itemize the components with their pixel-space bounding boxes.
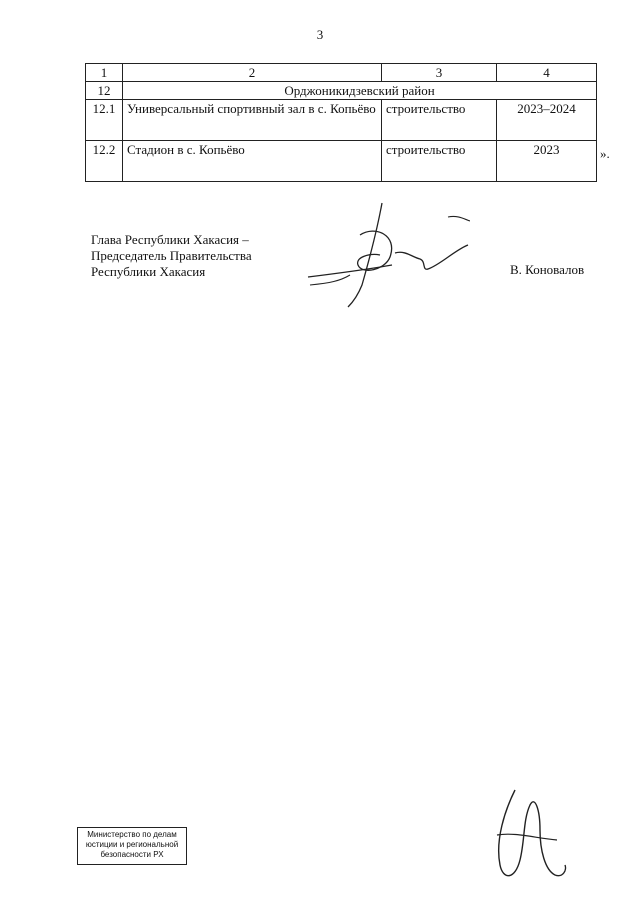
signatory-title-line: Председатель Правительства — [91, 248, 252, 263]
page-number: 3 — [316, 27, 324, 42]
signature-image — [300, 195, 470, 315]
row-number: 12.2 — [86, 141, 123, 182]
header-cell-1: 1 — [86, 64, 123, 82]
district-row — [86, 82, 597, 100]
ministry-stamp — [77, 827, 187, 865]
table-header-row — [86, 64, 597, 82]
header-cell-2: 2 — [123, 64, 382, 82]
signatory-title-line: Глава Республики Хакасия – — [91, 232, 249, 247]
header-cell-3: 3 — [382, 64, 497, 82]
signatory-title — [91, 232, 252, 280]
row-years: 2023 — [497, 141, 597, 182]
stamp-line: юстиции и региональной — [85, 840, 179, 849]
table-row — [86, 141, 597, 182]
row-type: строительство — [382, 141, 497, 182]
closing-quote: ». — [600, 146, 610, 161]
row-object: Стадион в с. Копьёво — [123, 141, 382, 182]
signatory-title-line: Республики Хакасия — [91, 264, 206, 279]
signatory-name: В. Коновалов — [510, 262, 585, 277]
stamp-line: Министерство по делам — [87, 830, 177, 839]
table-row — [86, 100, 597, 141]
row-object: Универсальный спортивный зал в с. Копьёво — [123, 100, 382, 141]
district-name: Орджоникидзевский район — [123, 82, 597, 100]
stamp-line: безопасности РХ — [100, 850, 164, 859]
initials-image — [485, 780, 575, 885]
district-number: 12 — [86, 82, 123, 100]
objects-table — [85, 63, 597, 182]
row-years: 2023–2024 — [497, 100, 597, 141]
row-number: 12.1 — [86, 100, 123, 141]
row-type: строительство — [382, 100, 497, 141]
header-cell-4: 4 — [497, 64, 597, 82]
